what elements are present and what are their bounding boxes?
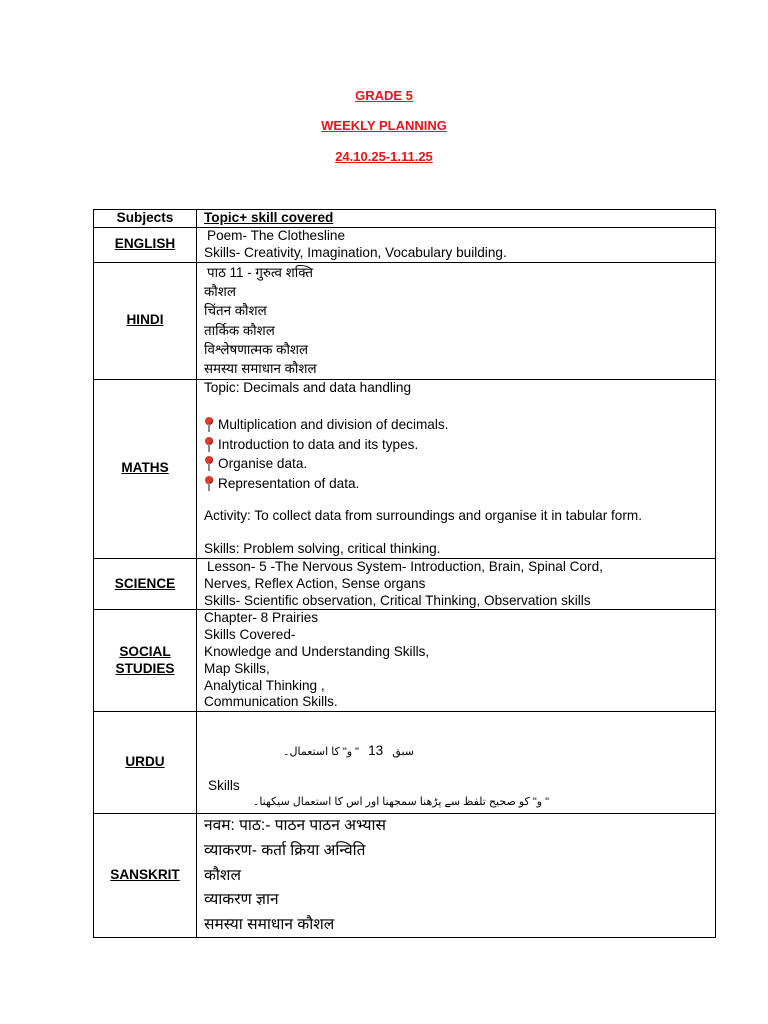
pushpin-icon bbox=[205, 436, 213, 452]
maths-skills: Skills: Problem solving, critical thinking. bbox=[204, 541, 441, 557]
subject-science: SCIENCE bbox=[94, 558, 197, 609]
date-range: 24.10.25-1.11.25 bbox=[335, 149, 433, 164]
subject-english: ENGLISH bbox=[94, 227, 197, 262]
topic-column-header: Topic+ skill covered bbox=[197, 210, 716, 228]
maths-bullet-text: Representation of data. bbox=[218, 475, 360, 491]
social-studies-label-line2: STUDIES bbox=[115, 660, 175, 676]
social-line: Map Skills, bbox=[204, 660, 270, 676]
subject-maths: MATHS bbox=[94, 379, 197, 558]
urdu-topic-cell bbox=[197, 712, 716, 814]
pushpin-icon bbox=[205, 475, 213, 491]
maths-bullet-text: Organise data. bbox=[218, 456, 308, 472]
subject-urdu: URDU bbox=[94, 712, 197, 814]
sanskrit-line: व्याकरण- कर्ता क्रिया अन्विति bbox=[204, 841, 366, 859]
pushpin-icon bbox=[205, 455, 213, 471]
urdu-lesson-number: 13 bbox=[368, 743, 384, 759]
urdu-skills-text: " و" کو صحیح تلفظ سے پڑھنا سمجھنا اور اس کا استعمال سیکھنا۔ bbox=[252, 795, 549, 808]
maths-bullet-text: Multiplication and division of decimals. bbox=[218, 417, 449, 433]
hindi-line: तार्किक कौशल bbox=[204, 322, 275, 338]
subject-social-studies bbox=[94, 610, 197, 712]
hindi-line: चिंतन कौशल bbox=[204, 303, 267, 319]
subjects-column-header: Subjects bbox=[94, 210, 197, 228]
hindi-line: समस्या समाधान कौशल bbox=[204, 361, 317, 377]
pushpin-icon bbox=[205, 416, 213, 432]
sanskrit-topic-cell bbox=[197, 814, 716, 938]
hindi-topic-cell bbox=[197, 262, 716, 379]
grade-title: GRADE 5 bbox=[355, 88, 413, 103]
planning-table bbox=[93, 209, 716, 938]
maths-activity: Activity: To collect data from surroundings and organise it in tabular form. bbox=[204, 508, 642, 524]
sanskrit-line: समस्या समाधान कौशल bbox=[204, 915, 335, 933]
science-line: Nerves, Reflex Action, Sense organs bbox=[204, 575, 426, 591]
english-line: Poem- The Clothesline bbox=[207, 227, 346, 243]
science-line: Lesson- 5 -The Nervous System- Introduction, Brain, Spinal Cord, bbox=[207, 558, 603, 574]
sanskrit-line: नवम: पाठ:- पाठन पाठन अभ्यास bbox=[204, 817, 386, 835]
urdu-skills-label: Skills bbox=[208, 778, 240, 794]
english-topic-cell bbox=[197, 227, 716, 262]
social-line: Communication Skills. bbox=[204, 694, 338, 710]
list-item bbox=[204, 435, 715, 455]
subject-hindi: HINDI bbox=[94, 262, 197, 379]
list-item bbox=[204, 415, 715, 435]
table-row bbox=[94, 379, 716, 558]
social-studies-label-line1: SOCIAL bbox=[119, 644, 171, 660]
table-row bbox=[94, 610, 716, 712]
sanskrit-line: कौशल bbox=[204, 866, 241, 884]
sanskrit-line: व्याकरण ज्ञान bbox=[204, 891, 279, 909]
table-row bbox=[94, 814, 716, 938]
urdu-lesson-text: " و" کا استعمال۔ bbox=[283, 746, 360, 759]
social-line: Chapter- 8 Prairies bbox=[204, 610, 319, 626]
social-studies-topic-cell bbox=[197, 610, 716, 712]
hindi-line: कौशल bbox=[204, 284, 236, 300]
list-item bbox=[204, 474, 715, 494]
table-row bbox=[94, 558, 716, 609]
hindi-line: पाठ 11 - गुरुत्व शक्ति bbox=[207, 264, 314, 280]
urdu-lesson-line bbox=[254, 743, 414, 761]
english-line: Skills- Creativity, Imagination, Vocabulary building. bbox=[204, 244, 507, 260]
hindi-line: विश्लेषणात्मक कौशल bbox=[204, 341, 309, 357]
subject-sanskrit: SANSKRIT bbox=[94, 814, 197, 938]
maths-topic: Topic: Decimals and data handling bbox=[204, 379, 412, 395]
maths-bullet-text: Introduction to data and its types. bbox=[218, 436, 419, 452]
social-line: Knowledge and Understanding Skills, bbox=[204, 643, 430, 659]
list-item bbox=[204, 454, 715, 474]
weekly-planning-title: WEEKLY PLANNING bbox=[321, 118, 447, 133]
maths-topic-cell bbox=[197, 379, 716, 558]
science-line: Skills- Scientific observation, Critical Thinking, Observation skills bbox=[204, 592, 591, 608]
table-row bbox=[94, 227, 716, 262]
table-header-row bbox=[94, 210, 716, 228]
table-row bbox=[94, 262, 716, 379]
social-line: Skills Covered- bbox=[204, 627, 296, 643]
table-row bbox=[94, 712, 716, 814]
urdu-lesson-label: سبق bbox=[392, 746, 414, 759]
science-topic-cell bbox=[197, 558, 716, 609]
social-line: Analytical Thinking , bbox=[204, 677, 325, 693]
